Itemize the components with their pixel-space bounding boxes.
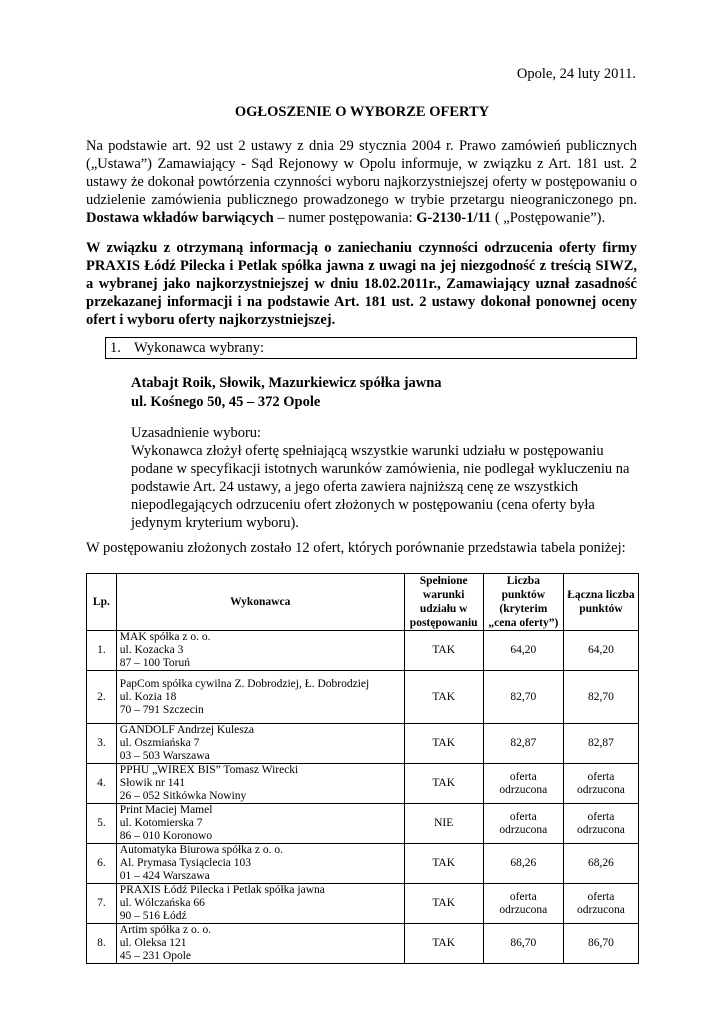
cell-conditions-met: TAK — [404, 764, 483, 804]
table-row — [87, 724, 639, 764]
contractor-line: Automatyka Biurowa spółka z o. o. — [119, 844, 284, 856]
cell-contractor — [116, 804, 404, 844]
contractor-line: 86 – 010 Koronowo — [119, 830, 213, 842]
cell-contractor — [116, 631, 404, 671]
cell-lp: 2. — [87, 671, 117, 724]
contractor-line: 70 – 791 Szczecin — [119, 703, 204, 716]
document-date: Opole, 24 luty 2011. — [516, 66, 636, 82]
cell-points: 86,70 — [483, 924, 563, 964]
cell-conditions-met: TAK — [404, 724, 483, 764]
contractor-line: PPHU „WIREX BIS” Tomasz Wirecki — [119, 764, 299, 776]
procurement-subject: Dostawa wkładów barwiących — [86, 210, 274, 226]
cell-lp: 8. — [87, 924, 117, 964]
cell-conditions-met: TAK — [404, 924, 483, 964]
cell-points: 82,70 — [483, 671, 563, 724]
cell-lp: 3. — [87, 724, 117, 764]
table-row — [87, 884, 639, 924]
cell-points: oferta odrzucona — [483, 804, 563, 844]
cell-lp: 7. — [87, 884, 117, 924]
document-title: OGŁOSZENIE O WYBORZE OFERTY — [234, 104, 490, 120]
offers-table — [86, 573, 639, 964]
contractor-line: 01 – 424 Warszawa — [119, 870, 210, 882]
cell-total-points: 68,26 — [563, 844, 638, 884]
contractor-line: Al. Prymasa Tysiąclecia 103 — [119, 857, 251, 869]
cell-contractor — [116, 924, 404, 964]
section-selected-contractor — [105, 337, 637, 359]
cell-total-points: 82,87 — [563, 724, 638, 764]
cell-conditions-met: TAK — [404, 844, 483, 884]
winner-address: ul. Kośnego 50, 45 – 372 Opole — [131, 394, 321, 410]
contractor-line: Słowik nr 141 — [119, 777, 185, 789]
cell-contractor — [116, 884, 404, 924]
contractor-line: MAK spółka z o. o. — [119, 631, 211, 643]
cell-conditions-met: TAK — [404, 631, 483, 671]
cell-lp: 1. — [87, 631, 117, 671]
contractor-line: ul. Oleksa 121 — [119, 937, 187, 949]
contractor-line: 26 – 052 Sitkówka Nowiny — [119, 790, 247, 802]
cell-total-points: 64,20 — [563, 631, 638, 671]
case-number: G-2130-1/11 — [416, 210, 492, 226]
contractor-line: GANDOLF Andrzej Kulesza — [119, 724, 254, 736]
table-header-row — [87, 574, 639, 631]
contractor-line: Print Maciej Mamel — [119, 804, 213, 816]
cell-conditions-met: TAK — [404, 884, 483, 924]
section-number: 1. — [110, 340, 121, 356]
justification-text: Wykonawca złożył ofertę spełniającą wszystkie warunki udziału w postępowaniu podane w specyfikacji istotnych warunków zamówienia, nie podlegał wykluczeniu na podstawie Art. 24 ustawy, a jego oferta zawiera najniższą cenę ze wszystkich niepodlegających odrzuceniu ofert złożonych w postępowaniu (cena oferty była jedynym kryterium wyboru). — [131, 443, 630, 531]
table-row — [87, 631, 639, 671]
contractor-line: 90 – 516 Łódź — [119, 910, 187, 922]
cell-points: oferta odrzucona — [483, 884, 563, 924]
cell-points: oferta odrzucona — [483, 764, 563, 804]
cell-total-points: oferta odrzucona — [563, 804, 638, 844]
contractor-line: 45 – 231 Opole — [119, 950, 192, 962]
intro-text-2: – numer postępowania: — [273, 210, 417, 226]
cell-points: 64,20 — [483, 631, 563, 671]
cell-total-points: oferta odrzucona — [563, 764, 638, 804]
contractor-line: ul. Kozia 18 — [119, 690, 177, 703]
winner-block — [131, 374, 442, 412]
header-lp: Lp. — [87, 574, 117, 631]
intro-text-1: Na podstawie art. 92 ust 2 ustawy z dnia 29 stycznia 2004 r. Prawo zamówień publicznych („Ustawa”) Zamawiający - Sąd Rejonowy w Opolu informuje, w związku z Art. 181 ust. 2 ustawy że dokonał powtórzenia czynności wyboru najkorzystniejszej oferty w postępowaniu o udzielenie zamówienia publicznego prowadzonego w trybie przetargu nieograniczonego pn. — [86, 138, 637, 208]
header-total-points: Łączna liczba punktów — [563, 574, 638, 631]
table-intro: W postępowaniu złożonych zostało 12 ofert, których porównanie przedstawia tabela poniżej: — [86, 540, 626, 556]
contractor-line: 87 – 100 Toruń — [119, 657, 191, 669]
contractor-line: Artim spółka z o. o. — [119, 924, 212, 936]
cell-contractor — [116, 671, 404, 724]
table-row — [87, 671, 639, 724]
contractor-line: 03 – 503 Warszawa — [119, 750, 210, 762]
section-label: Wykonawca wybrany: — [134, 340, 264, 356]
cell-contractor — [116, 764, 404, 804]
table-row — [87, 844, 639, 884]
contractor-line: ul. Kozacka 3 — [119, 644, 184, 656]
cell-contractor — [116, 844, 404, 884]
table-row — [87, 804, 639, 844]
table-row — [87, 924, 639, 964]
cell-lp: 5. — [87, 804, 117, 844]
justification-block — [131, 424, 641, 532]
header-conditions-met: Spełnione warunki udziału w postępowaniu — [404, 574, 483, 631]
cell-total-points: 82,70 — [563, 671, 638, 724]
contractor-line: ul. Kotomierska 7 — [119, 817, 203, 829]
header-contractor: Wykonawca — [116, 574, 404, 631]
cell-points: 68,26 — [483, 844, 563, 884]
contractor-line: PRAXIS Łódź Pilecka i Petlak spółka jawna — [119, 884, 325, 896]
contractor-line: PapCom spółka cywilna Z. Dobrodziej, Ł. Dobrodziej — [119, 677, 370, 690]
cell-total-points: oferta odrzucona — [563, 884, 638, 924]
winner-name: Atabajt Roik, Słowik, Mazurkiewicz spółka jawna — [131, 375, 442, 391]
cell-points: 82,87 — [483, 724, 563, 764]
cell-lp: 6. — [87, 844, 117, 884]
cell-conditions-met: TAK — [404, 671, 483, 724]
cell-contractor — [116, 724, 404, 764]
cell-conditions-met: NIE — [404, 804, 483, 844]
contractor-line: ul. Oszmiańska 7 — [119, 737, 200, 749]
cell-lp: 4. — [87, 764, 117, 804]
intro-text-3: ( „Postępowanie”). — [491, 210, 606, 226]
intro-paragraph — [86, 137, 637, 227]
justification-heading: Uzasadnienie wyboru: — [131, 425, 262, 441]
offers-table-body — [87, 631, 639, 964]
contractor-line: ul. Wólczańska 66 — [119, 897, 205, 909]
cell-total-points: 86,70 — [563, 924, 638, 964]
table-row — [87, 764, 639, 804]
notice-paragraph: W związku z otrzymaną informacją o zaniechaniu czynności odrzucenia oferty firmy PRAXIS Łódź Pilecka i Petlak spółka jawna z uwagi na jej niezgodność z treścią SIWZ, a wybranej jako najkorzystniejszej w dniu 18.02.2011r., Zamawiający uznał zasadność przekazanej informacji i na podstawie Art. 181 ust. 2 ustawy dokonał ponownej oceny ofert i wyboru oferty najkorzystniejszej. — [86, 240, 637, 328]
header-points: Liczba punktów (kryterim „cena oferty”) — [483, 574, 563, 631]
